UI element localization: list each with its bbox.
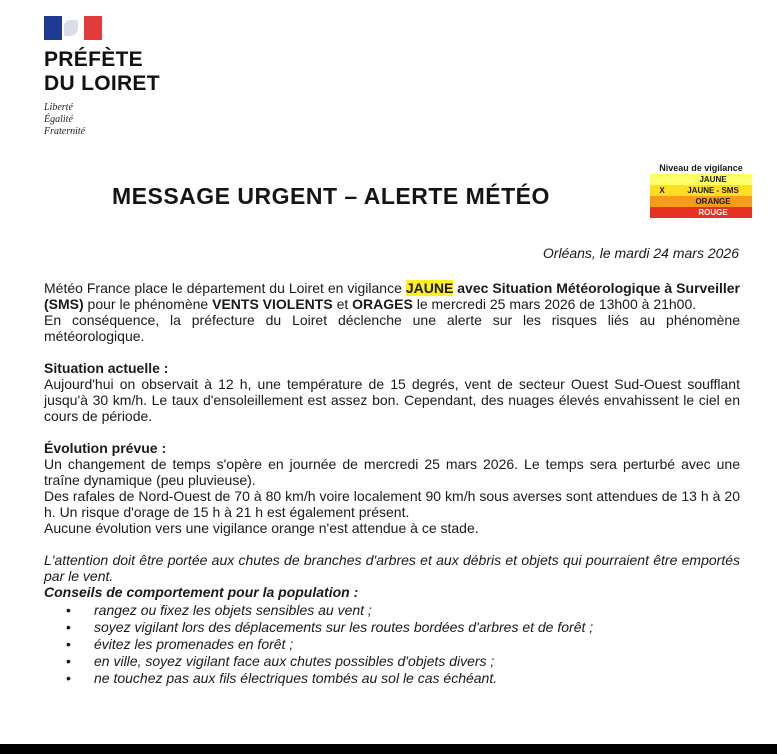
evolution-text-1: Un changement de temps s'opère en journée de mercredi 25 mars 2026. Le temps sera perturbé avec une traîne dynamique (peu pluvieuse). [44,456,740,488]
legend-row-orange [650,196,752,207]
legend-label: ORANGE [674,196,752,207]
intro-text: et [332,296,353,312]
document-body [44,280,740,687]
legend-row-rouge [650,207,752,218]
intro-sms-text: avec Situation Météorologique à Surveiller (SMS) [44,280,740,312]
marianne-flag-icon [44,16,102,40]
advice-item: • en ville, soyez vigilant face aux chutes possibles d'objets divers ; [78,653,740,670]
legend-title: Niveau de vigilance [659,163,743,173]
phenomenon-storm: ORAGES [352,296,413,312]
legend-row-jaune-sms [650,185,752,196]
intro-text: Météo France place le département du Loiret en vigilance [44,280,406,296]
advice-item: • soyez vigilant lors des déplacements sur les routes bordées d'arbres et de forêt ; [78,619,740,636]
document-date: Orléans, le mardi 24 mars 2026 [542,245,739,261]
motto-liberte: Liberté [44,102,73,113]
bottom-edge-bar [0,744,777,754]
intro-text: pour le phénomène [83,296,213,312]
legend-table [650,174,752,218]
attention-text: L'attention doit être portée aux chutes de branches d'arbres et aux débris et objets qui pourraient être emportés par le vent. [44,552,740,584]
legend-mark [650,196,674,207]
vigilance-legend [650,162,752,218]
situation-text: Aujourd'hui on observait à 12 h, une température de 15 degrés, vent de secteur Ouest Sud-Ouest soufflant jusqu'à 30 km/h. Le taux d'ensoleillement est assez bon. Cependant, des nuages élevés envahissent le ciel en cours de période. [44,376,740,424]
legend-label: ROUGE [674,207,752,218]
evolution-text-3: Aucune évolution vers une vigilance orange n'est attendue à ce stade. [44,520,479,536]
evolution-heading: Évolution prévue : [44,440,167,456]
advice-item: • évitez les promenades en forêt ; [78,636,740,653]
motto-egalite: Égalité [44,114,73,125]
intro-text: le mercredi 25 mars 2026 de 13h00 à 21h00. [412,296,697,312]
legend-mark: X [650,185,674,196]
legend-label: JAUNE [674,174,752,185]
page-title: MESSAGE URGENT – ALERTE MÉTÉO [112,183,550,209]
republic-motto [44,102,160,138]
prefecture-name-line1: PRÉFÈTE [44,48,143,71]
legend-label: JAUNE - SMS [674,185,752,196]
prefecture-logo [44,16,160,138]
prefecture-name-line2: DU LOIRET [44,72,160,95]
advice-list [44,602,740,687]
phenomenon-wind: VENTS VIOLENTS [212,296,333,312]
advice-item: • rangez ou fixez les objets sensibles au vent ; [78,602,740,619]
situation-heading: Situation actuelle : [44,360,169,376]
intro-paragraph [44,280,740,312]
legend-mark [650,207,674,218]
motto-fraternite: Fraternité [44,126,86,137]
evolution-text-2: Des rafales de Nord-Ouest de 70 à 80 km/h voire localement 90 km/h sous averses sont attendues de 13 h à 20 h. Un risque d'orage de 15 h à 21 h est également présent. [44,488,740,520]
legend-mark [650,174,674,185]
consequence-paragraph: En conséquence, la préfecture du Loiret déclenche une alerte sur les risques liés au phénomène météorologique. [44,312,740,344]
vigilance-level-highlight: JAUNE [405,280,454,296]
advice-item: • ne touchez pas aux fils électriques tombés au sol le cas échéant. [78,670,740,687]
advice-heading: Conseils de comportement pour la population : [44,584,359,600]
legend-row-jaune [650,174,752,185]
